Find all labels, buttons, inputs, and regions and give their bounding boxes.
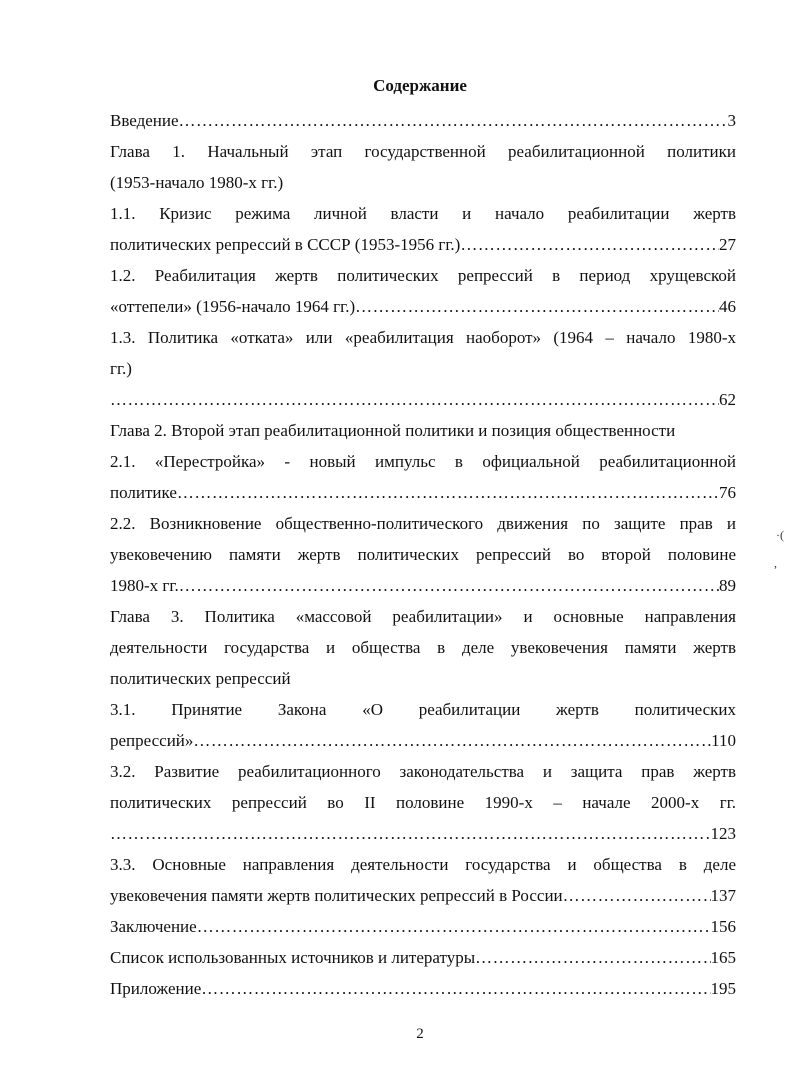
leader-dots [179, 570, 719, 601]
toc-page-number: 123 [710, 824, 736, 843]
toc-entry-text: Список использованных источников и литературы [110, 948, 476, 967]
toc-entry-3-2-cont: политических репрессий во II половине 1990-х – начале 2000-х гг. [110, 793, 736, 812]
toc-entry-text: 1980-х гг. [110, 576, 179, 595]
toc-entry-chapter-3: Глава 3. Политика «массовой реабилитации» и основные направления [110, 607, 736, 626]
toc-entry-text: увековечения памяти жертв политических репрессий в России [110, 886, 563, 905]
toc-page-number: 165 [710, 948, 736, 967]
leader-dots [193, 725, 711, 756]
toc-page-number: 76 [719, 483, 736, 502]
leader-dots [563, 880, 711, 911]
toc-page-number: 3 [727, 111, 736, 130]
toc-entry-chapter-3-cont: деятельности государства и общества в деле увековечения памяти жертв [110, 638, 736, 657]
toc-page-number: 46 [719, 297, 736, 316]
toc-entry-text: политике [110, 483, 177, 502]
toc-entry-1-3: 1.3. Политика «отката» или «реабилитация наоборот» (1964 – начало 1980-х [110, 328, 736, 347]
leader-dots [355, 291, 719, 322]
leader-dots [201, 973, 710, 1004]
toc-entry-text: репрессий» [110, 731, 194, 750]
toc-entry-text: «оттепели» (1956-начало 1964 гг.) [110, 297, 356, 316]
leader-dots [110, 384, 719, 415]
toc-entry-2-1: 2.1. «Перестройка» - новый импульс в официальной реабилитационной [110, 452, 736, 471]
toc-entry-2-2-cont: увековечению памяти жертв политических репрессий во второй половине [110, 545, 736, 564]
leader-dots [197, 911, 711, 942]
table-of-contents [110, 105, 736, 1004]
toc-entry-conclusion [110, 911, 736, 942]
toc-entry-chapter-1: Глава 1. Начальный этап государственной реабилитационной политики [110, 142, 736, 161]
toc-entry-2-2-cont2 [110, 570, 736, 601]
toc-entry-1-3-dots [110, 384, 736, 415]
scan-artifact-mark: , [774, 556, 777, 570]
toc-entry-chapter-3-cont2: политических репрессий [110, 669, 291, 688]
toc-page-number: 137 [710, 886, 736, 905]
toc-entry-text: Приложение [110, 979, 202, 998]
toc-entry-text: Введение [110, 111, 179, 130]
toc-entry-appendix [110, 973, 736, 1004]
toc-entry-3-3: 3.3. Основные направления деятельности государства и общества в деле [110, 855, 736, 874]
toc-entry-1-3-cont: гг.) [110, 359, 132, 378]
toc-page-number: 27 [719, 235, 736, 254]
page-title: Содержание [373, 76, 467, 95]
page-number: 2 [416, 1026, 424, 1042]
toc-entry-3-2: 3.2. Развитие реабилитационного законодательства и защита прав жертв [110, 762, 736, 781]
toc-entry-text: Заключение [110, 917, 197, 936]
toc-entry-bibliography [110, 942, 736, 973]
toc-entry-3-3-cont [110, 880, 736, 911]
toc-entry-3-1: 3.1. Принятие Закона «О реабилитации жертв политических [110, 700, 736, 719]
toc-page-number: 195 [710, 979, 736, 998]
toc-page-number: 62 [719, 390, 736, 409]
leader-dots [177, 477, 719, 508]
toc-entry-2-2: 2.2. Возникновение общественно-политического движения по защите прав и [110, 514, 736, 533]
toc-entry-chapter-2: Глава 2. Второй этап реабилитационной политики и позиция общественности [110, 421, 676, 440]
toc-page-number: 110 [711, 731, 736, 750]
leader-dots [475, 942, 710, 973]
toc-entry-1-1: 1.1. Кризис режима личной власти и начало реабилитации жертв [110, 204, 736, 223]
toc-page-number: 156 [710, 917, 736, 936]
toc-entry-1-2: 1.2. Реабилитация жертв политических репрессий в период хрущевской [110, 266, 736, 285]
leader-dots [110, 818, 711, 849]
toc-entry-chapter-1-cont: (1953-начало 1980-х гг.) [110, 173, 284, 192]
leader-dots [179, 105, 728, 136]
scan-artifact-mark: ·( [776, 528, 784, 542]
toc-entry-1-2-cont [110, 291, 736, 322]
leader-dots [460, 229, 719, 260]
toc-entry-3-1-cont [110, 725, 736, 756]
toc-page-number: 89 [719, 576, 736, 595]
toc-entry-text: политических репрессий в СССР (1953-1956 гг.) [110, 235, 461, 254]
toc-entry-introduction [110, 105, 736, 136]
toc-entry-2-1-cont [110, 477, 736, 508]
toc-entry-1-1-cont [110, 229, 736, 260]
toc-entry-3-2-dots [110, 818, 736, 849]
